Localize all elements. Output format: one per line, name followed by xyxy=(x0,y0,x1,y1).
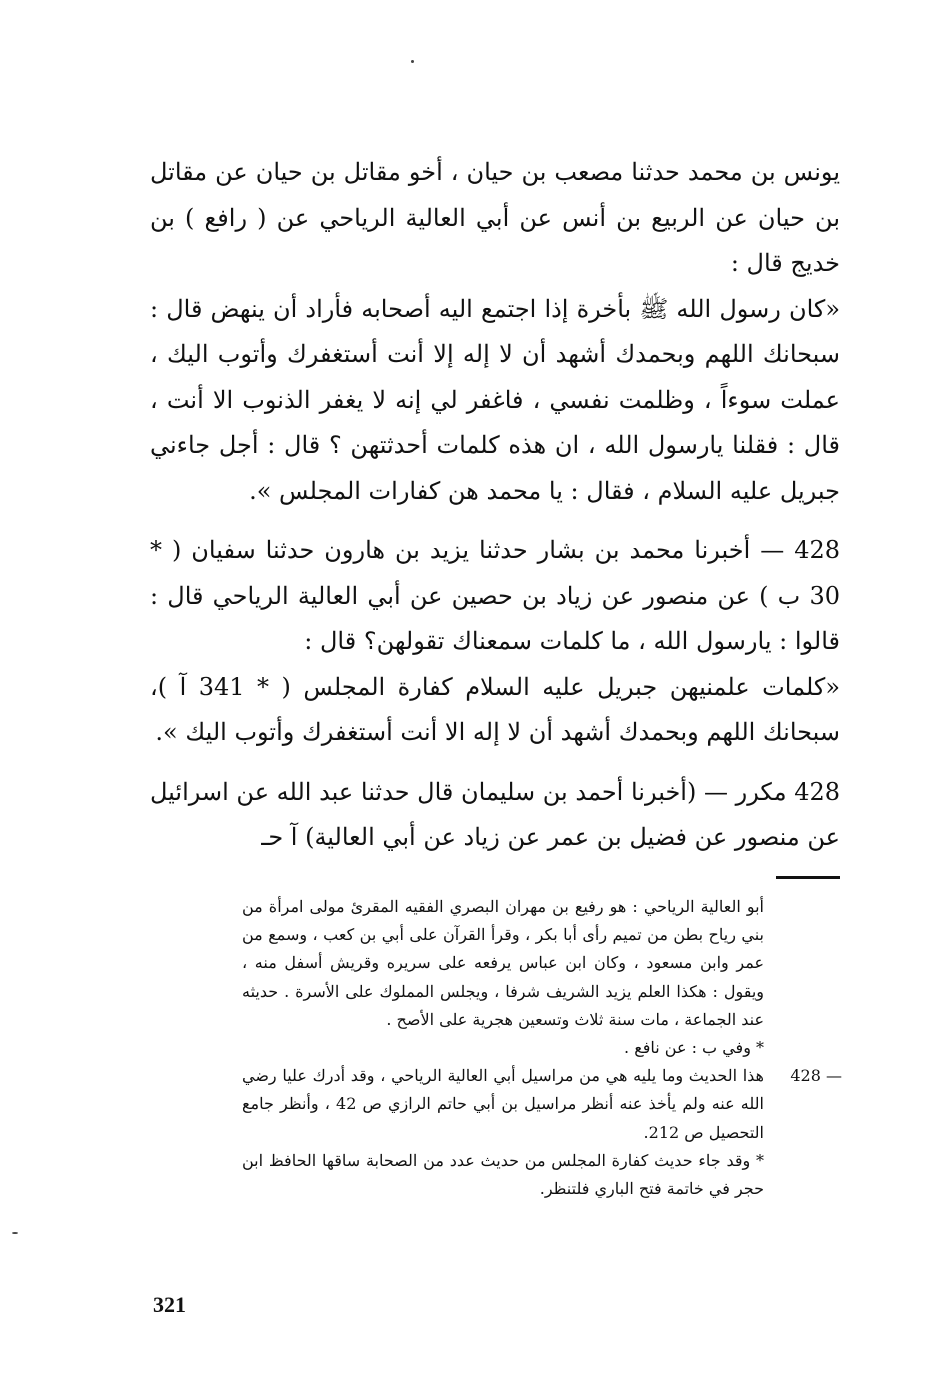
footnote-variant: * وفي ب : عن نافع . xyxy=(624,1038,764,1058)
scan-speck xyxy=(411,60,414,63)
body-text xyxy=(150,150,840,861)
paragraph-hadith-428-repeat: 428 مكرر — (أخبرنا أحمد بن سليمان قال حدثنا عبد الله عن اسرائيل عن منصور عن فضيل بن عمر عن زياد عن أبي العالية) آ حـ xyxy=(150,777,840,851)
paragraph-hadith-428-text: «كلمات علمنيهن جبريل عليه السلام كفارة المجلس ( * 341 آ )، سبحانك اللهم وبحمدك أشهد أن لا إله الا أنت أستغفرك وأتوب اليك ». xyxy=(150,672,840,746)
main-text xyxy=(150,150,840,861)
footnote-number: 428 — xyxy=(790,1066,842,1086)
footnote-separator xyxy=(776,876,840,879)
footnote-428-text: هذا الحديث وما يليه هي من مراسيل أبي العالية الرياحي ، وقد أدرك عليا رضي الله عنه ولم يأخذ عنه أنظر مراسيل بن أبي حاتم الرازي ص 42 ، وأنظر جامع التحصيل ص 212. xyxy=(242,1066,764,1142)
page-number: 321 xyxy=(153,1292,186,1317)
footnote-abu-aliya: أبو العالية الرياحي : هو رفيع بن مهران البصري الفقيه المقرئ مولى امرأة من بني رياح بطن من تميم رأى أبا بكر ، وقرأ القرآن على أبي بن كعب ، وسمع من عمر وابن مسعود ، وكان ابن عباس يرفعه على سريره وقريش أسفل منه ، ويقول : هكذا العلم يزيد الشريف شرفا ، ويجلس المملوك على الأسرة . حديثه عند الجماعة ، مات سنة ثلاث وتسعين هجرية على الأصح . xyxy=(242,897,764,1029)
paragraph-isnad: يونس بن محمد حدثنا مصعب بن حيان ، أخو مقاتل بن حيان عن مقاتل بن حيان عن الربيع بن أنس عن أبي العالية الرياحي عن ( رافع ) بن خديج قال : xyxy=(150,158,840,277)
footnotes xyxy=(150,893,842,1203)
footnote-428 xyxy=(150,1062,842,1147)
paragraph-hadith-428: 428 — أخبرنا محمد بن بشار حدثنا يزيد بن هارون حدثنا سفيان ( * 30 ب ) عن منصور عن زياد بن حصين عن أبي العالية الرياحي قال : قالوا : يارسول الله ، ما كلمات سمعناك تقولهن؟ قال : xyxy=(150,536,841,655)
scan-speck xyxy=(12,1232,18,1234)
paragraph-hadith-1: «كان رسول الله ﷺ بأخرة إذا اجتمع اليه أصحابه فأراد أن ينهض قال : سبحانك اللهم وبحمدك أشهد أن لا إله إلا أنت أستغفرك وأتوب اليك ، عملت سوءاً ، وظلمت نفسي ، فاغفر لي إنه لا يغفر الذنوب الا أنت ، قال : فقلنا يارسول الله ، ان هذه كلمات أحدثتهن ؟ قال : أجل جاءني جبريل عليه السلام ، فقال : يا محمد هن كفارات المجلس ». xyxy=(150,294,840,505)
footnote-kaffarat-majlis: * وقد جاء حديث كفارة المجلس من حديث عدد من الصحابة ساقها الحافظ ابن حجر في خاتمة فتح الباري فلتنظر. xyxy=(242,1150,764,1199)
